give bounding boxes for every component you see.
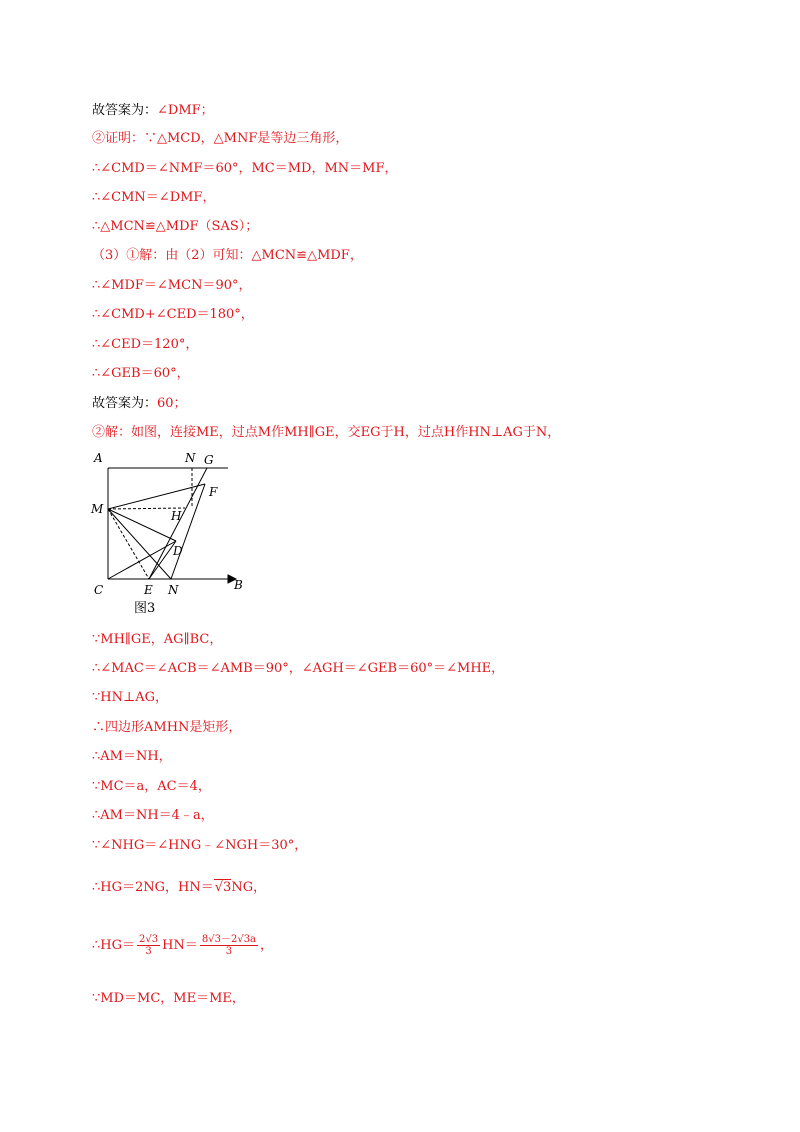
fraction-denominator: 3 bbox=[225, 946, 233, 957]
label-G: G bbox=[204, 453, 214, 467]
solution-line-15: ∵HN⊥AG， bbox=[92, 690, 168, 705]
solution-line-14: ∴∠MAC＝∠ACB＝∠AMB＝90°，∠AGH＝∠GEB＝60°＝∠MHE， bbox=[92, 661, 505, 676]
comma: ， bbox=[260, 938, 274, 953]
solution-line-7: ∴∠MDF＝∠MCN＝90°， bbox=[92, 278, 252, 293]
answer-value: 60； bbox=[157, 396, 187, 411]
equals-sign: ＝ bbox=[122, 938, 136, 953]
label-H: H bbox=[171, 509, 182, 523]
solution-line-18: ∵MC＝a，AC＝4， bbox=[92, 779, 211, 794]
proof-line-5: ∴△MCN≌△MDF（SAS）； bbox=[92, 219, 259, 234]
figure-caption: 图3 bbox=[134, 601, 156, 616]
solution-line-9: ∴∠CED＝120°， bbox=[92, 337, 199, 352]
solution-line-8: ∴∠CMD+∠CED＝180°， bbox=[92, 307, 254, 322]
equals-sign: ＝ bbox=[200, 880, 214, 895]
geometry-figure bbox=[88, 446, 258, 622]
label-E: E bbox=[144, 583, 153, 597]
label-B: B bbox=[234, 578, 243, 592]
solution-line-23: ∵MD＝MC，ME＝ME， bbox=[92, 991, 245, 1006]
ng-text: NG， bbox=[231, 880, 267, 895]
solution-line-19: ∴AM＝NH＝4﹣a， bbox=[92, 808, 214, 823]
solution-line-6: （3）①解：由（2）可知：△MCN≌△MDF， bbox=[92, 248, 363, 263]
label-D: D bbox=[173, 544, 183, 558]
hg-label: ∴HG bbox=[92, 938, 122, 953]
label-C: C bbox=[94, 583, 104, 597]
fraction-hn bbox=[200, 934, 258, 957]
answer-line-11 bbox=[92, 396, 187, 412]
solution-line-22 bbox=[92, 934, 273, 957]
fraction-numerator: 2√3 bbox=[139, 934, 159, 945]
label-N-bottom: N bbox=[168, 583, 179, 597]
answer-line-1 bbox=[92, 103, 214, 119]
hn-label: HN bbox=[162, 938, 185, 953]
label-N-top: N bbox=[185, 451, 196, 465]
proof-line-3: ∴∠CMD＝∠NMF＝60°，MC＝MD，MN＝MF， bbox=[92, 161, 398, 176]
solution-line-13: ∵MH∥GE，AG∥BC， bbox=[92, 632, 223, 647]
answer-prefix: 故答案为： bbox=[92, 396, 158, 411]
answer-value: ∠DMF； bbox=[157, 103, 214, 118]
hg-equals-2ng: ∴HG＝2NG，HN bbox=[92, 880, 201, 895]
label-M: M bbox=[91, 502, 104, 516]
answer-prefix: 故答案为： bbox=[92, 103, 158, 118]
solution-line-20: ∵∠NHG＝∠HNG﹣∠NGH＝30°， bbox=[92, 838, 308, 853]
solution-line-16: ∴四边形AMHN是矩形， bbox=[92, 720, 242, 735]
solution-line-12: ②解：如图，连接ME，过点M作MH∥GE，交EG于H，过点H作HN⊥AG于N， bbox=[92, 425, 561, 440]
solution-line-10: ∴∠GEB＝60°， bbox=[92, 366, 190, 381]
solution-line-21 bbox=[92, 880, 266, 896]
sqrt3: √3 bbox=[214, 880, 232, 895]
fraction-denominator: 3 bbox=[145, 946, 152, 957]
label-A: A bbox=[94, 451, 103, 465]
equals-sign: ＝ bbox=[184, 938, 198, 953]
proof-line-2: ②证明：∵△MCD，△MNF是等边三角形， bbox=[92, 131, 349, 146]
proof-line-4: ∴∠CMN＝∠DMF， bbox=[92, 190, 216, 205]
fraction-numerator: 8√3－2√3a bbox=[201, 934, 257, 945]
label-F: F bbox=[209, 485, 218, 499]
fraction-hg bbox=[137, 934, 160, 957]
solution-line-17: ∴AM＝NH， bbox=[92, 749, 172, 764]
